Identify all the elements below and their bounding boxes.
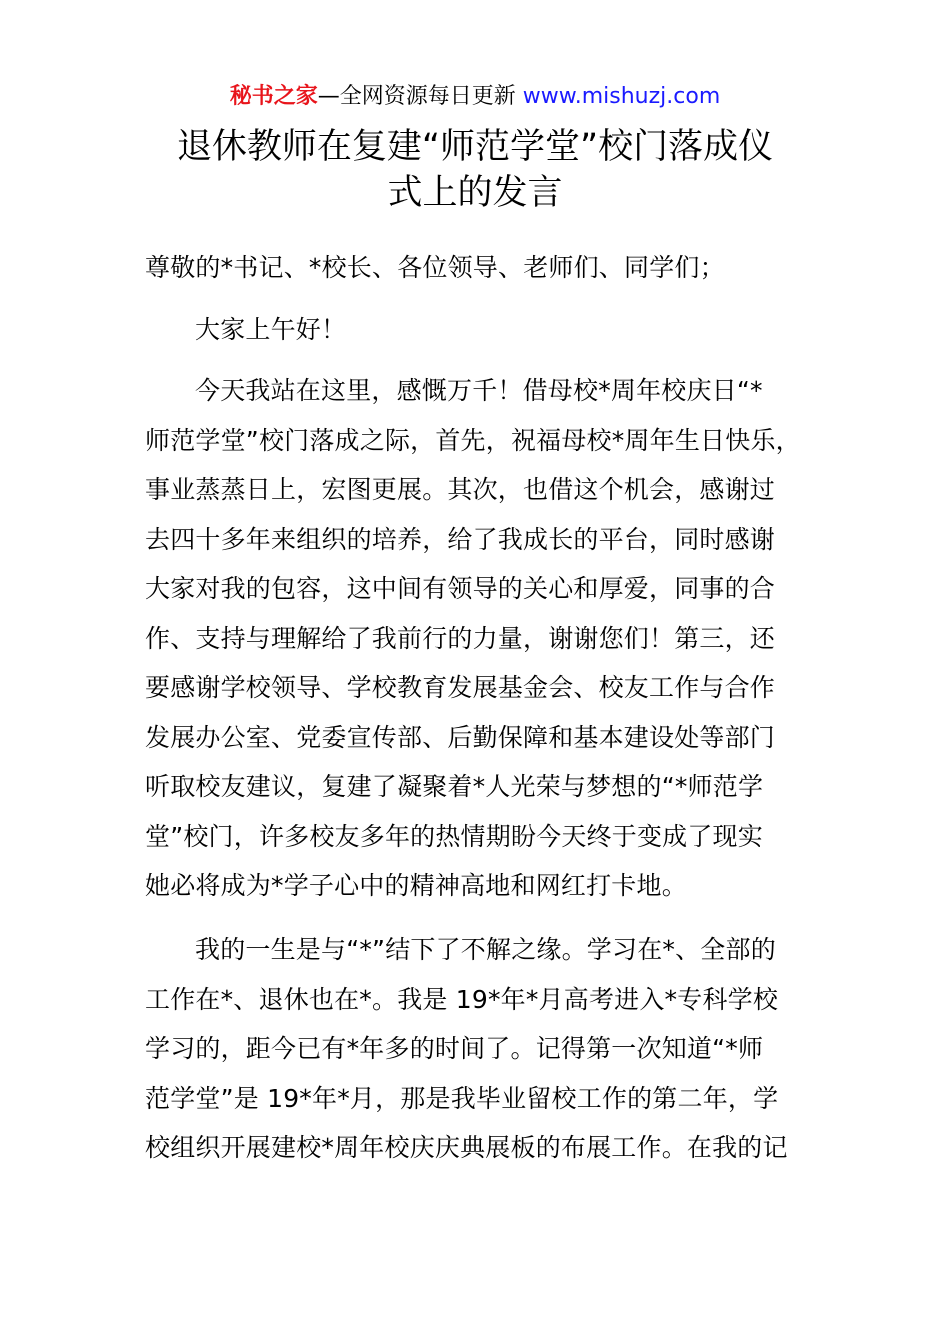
paragraph-2 (145, 925, 845, 1173)
paragraph-1 (145, 366, 845, 911)
paragraph-1-line: 今天我站在这里，感慨万千！借母校*周年校庆日“* (195, 376, 763, 405)
paragraph-1-line: 发展办公室、党委宣传部、后勤保障和基本建设处等部门 (145, 722, 776, 752)
document-title (0, 124, 950, 216)
paragraph-1-line: 大家对我的包容，这中间有领导的关心和厚爱，同事的合 (145, 574, 776, 603)
paragraph-2-line: 校组织开展建校*周年校庆庆典展板的布展工作。在我的记 (145, 1133, 788, 1162)
paragraph-2-line: 工作在*、退休也在*。我是 19*年*月高考进入*专科学校 (145, 984, 779, 1014)
salutation-block (145, 243, 845, 293)
greeting-block (145, 305, 845, 355)
site-url-link[interactable]: www.mishuzj.com (522, 84, 721, 109)
salutation-text: 尊敬的*书记、*校长、各位领导、老师们、同学们； (145, 253, 725, 282)
paragraph-1-line: 堂”校门，许多校友多年的热情期盼今天终于变成了现实 (145, 821, 763, 851)
title-line-2: 式上的发言 (387, 173, 563, 213)
paragraph-1-line: 作、支持与理解给了我前行的力量，谢谢您们！第三，还 (145, 623, 776, 653)
paragraph-1-line: 要感谢学校领导、学校教育发展基金会、校友工作与合作 (145, 673, 776, 702)
site-brand: 秘书之家 (229, 84, 318, 109)
paragraph-1-line: 去四十多年来组织的培养，给了我成长的平台，同时感谢 (145, 524, 776, 554)
paragraph-1-line: 她必将成为*学子心中的精神高地和网红打卡地。 (145, 871, 687, 900)
site-header (0, 82, 950, 112)
paragraph-1-line: 听取校友建议，复建了凝聚着*人光荣与梦想的“*师范学 (145, 772, 764, 801)
paragraph-2-line: 学习的，距今已有*年多的时间了。记得第一次知道“*师 (145, 1034, 764, 1063)
paragraph-2-line: 我的一生是与“*”结下了不解之缘。学习在*、全部的 (195, 935, 776, 964)
greeting-text: 大家上午好！ (195, 315, 347, 344)
paragraph-1-line: 师范学堂”校门落成之际，首先，祝福母校*周年生日快乐， (145, 425, 801, 455)
paragraph-1-line: 事业蒸蒸日上，宏图更展。其次，也借这个机会，感谢过 (145, 475, 776, 504)
site-tagline: —全网资源每日更新 (317, 84, 523, 109)
title-line-1: 退休教师在复建“师范学堂”校门落成仪 (176, 127, 774, 167)
paragraph-2-line: 范学堂”是 19*年*月，那是我毕业留校工作的第二年，学 (145, 1083, 779, 1113)
